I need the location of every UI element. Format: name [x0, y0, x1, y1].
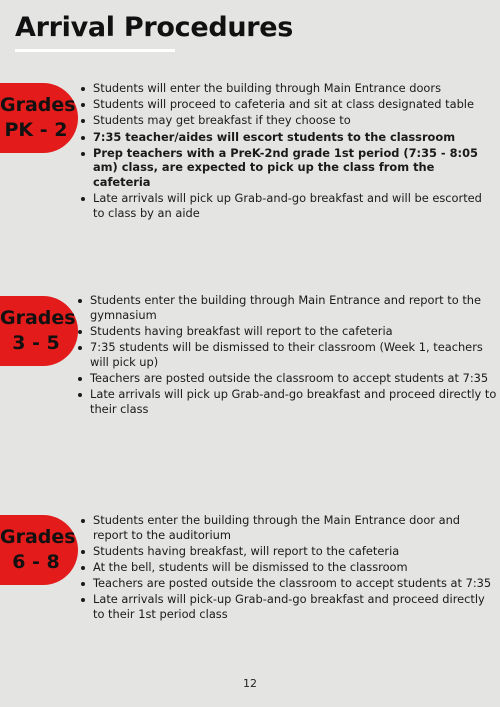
list-item: Students will proceed to cafeteria and sit at class designated table [80, 97, 495, 112]
list-item: Late arrivals will pick up Grab-and-go breakfast and will be escorted to class by an aide [80, 191, 495, 220]
list-item: Late arrivals will pick-up Grab-and-go breakfast and proceed directly to their 1st period class [80, 592, 498, 621]
grade-badge-label: Grades [0, 94, 76, 116]
title-underline [15, 49, 175, 52]
list-item: 7:35 students will be dismissed to their classroom (Week 1, teachers will pick up) [77, 340, 497, 369]
page-number: 12 [243, 677, 257, 690]
list-item: Prep teachers with a PreK-2nd grade 1st period (7:35 - 8:05 am) class, are expected to pick up the class from the cafeteria [80, 146, 495, 190]
list-item: Students having breakfast will report to the cafeteria [77, 324, 497, 339]
grade-badge-pk-2 [0, 83, 78, 153]
grade-badge-range: 3 - 5 [12, 332, 60, 354]
list-item: Teachers are posted outside the classroom to accept students at 7:35 [80, 576, 498, 591]
grade-badge-label: Grades [0, 307, 76, 329]
list-item: Students enter the building through Main Entrance and report to the gymnasium [77, 293, 497, 322]
list-item: Students may get breakfast if they choose to [80, 113, 495, 128]
list-item: Teachers are posted outside the classroom to accept students at 7:35 [77, 371, 497, 386]
grade-badge-label: Grades [0, 526, 76, 548]
list-item: Late arrivals will pick up Grab-and-go breakfast and proceed directly to their class [77, 387, 497, 416]
bullet-list-3-5 [77, 293, 497, 418]
list-item: 7:35 teacher/aides will escort students to the classroom [80, 130, 495, 145]
list-item: At the bell, students will be dismissed to the classroom [80, 560, 498, 575]
grade-badge-6-8 [0, 515, 78, 585]
grade-badge-3-5 [0, 296, 78, 366]
grade-badge-range: 6 - 8 [12, 551, 60, 573]
page-title: Arrival Procedures [15, 12, 294, 43]
grade-badge-range: PK - 2 [4, 119, 68, 141]
bullet-list-6-8 [80, 513, 498, 623]
bullet-list-pk-2 [80, 81, 495, 222]
list-item: Students having breakfast, will report to the cafeteria [80, 544, 498, 559]
list-item: Students will enter the building through Main Entrance doors [80, 81, 495, 96]
list-item: Students enter the building through the Main Entrance door and report to the auditorium [80, 513, 498, 542]
